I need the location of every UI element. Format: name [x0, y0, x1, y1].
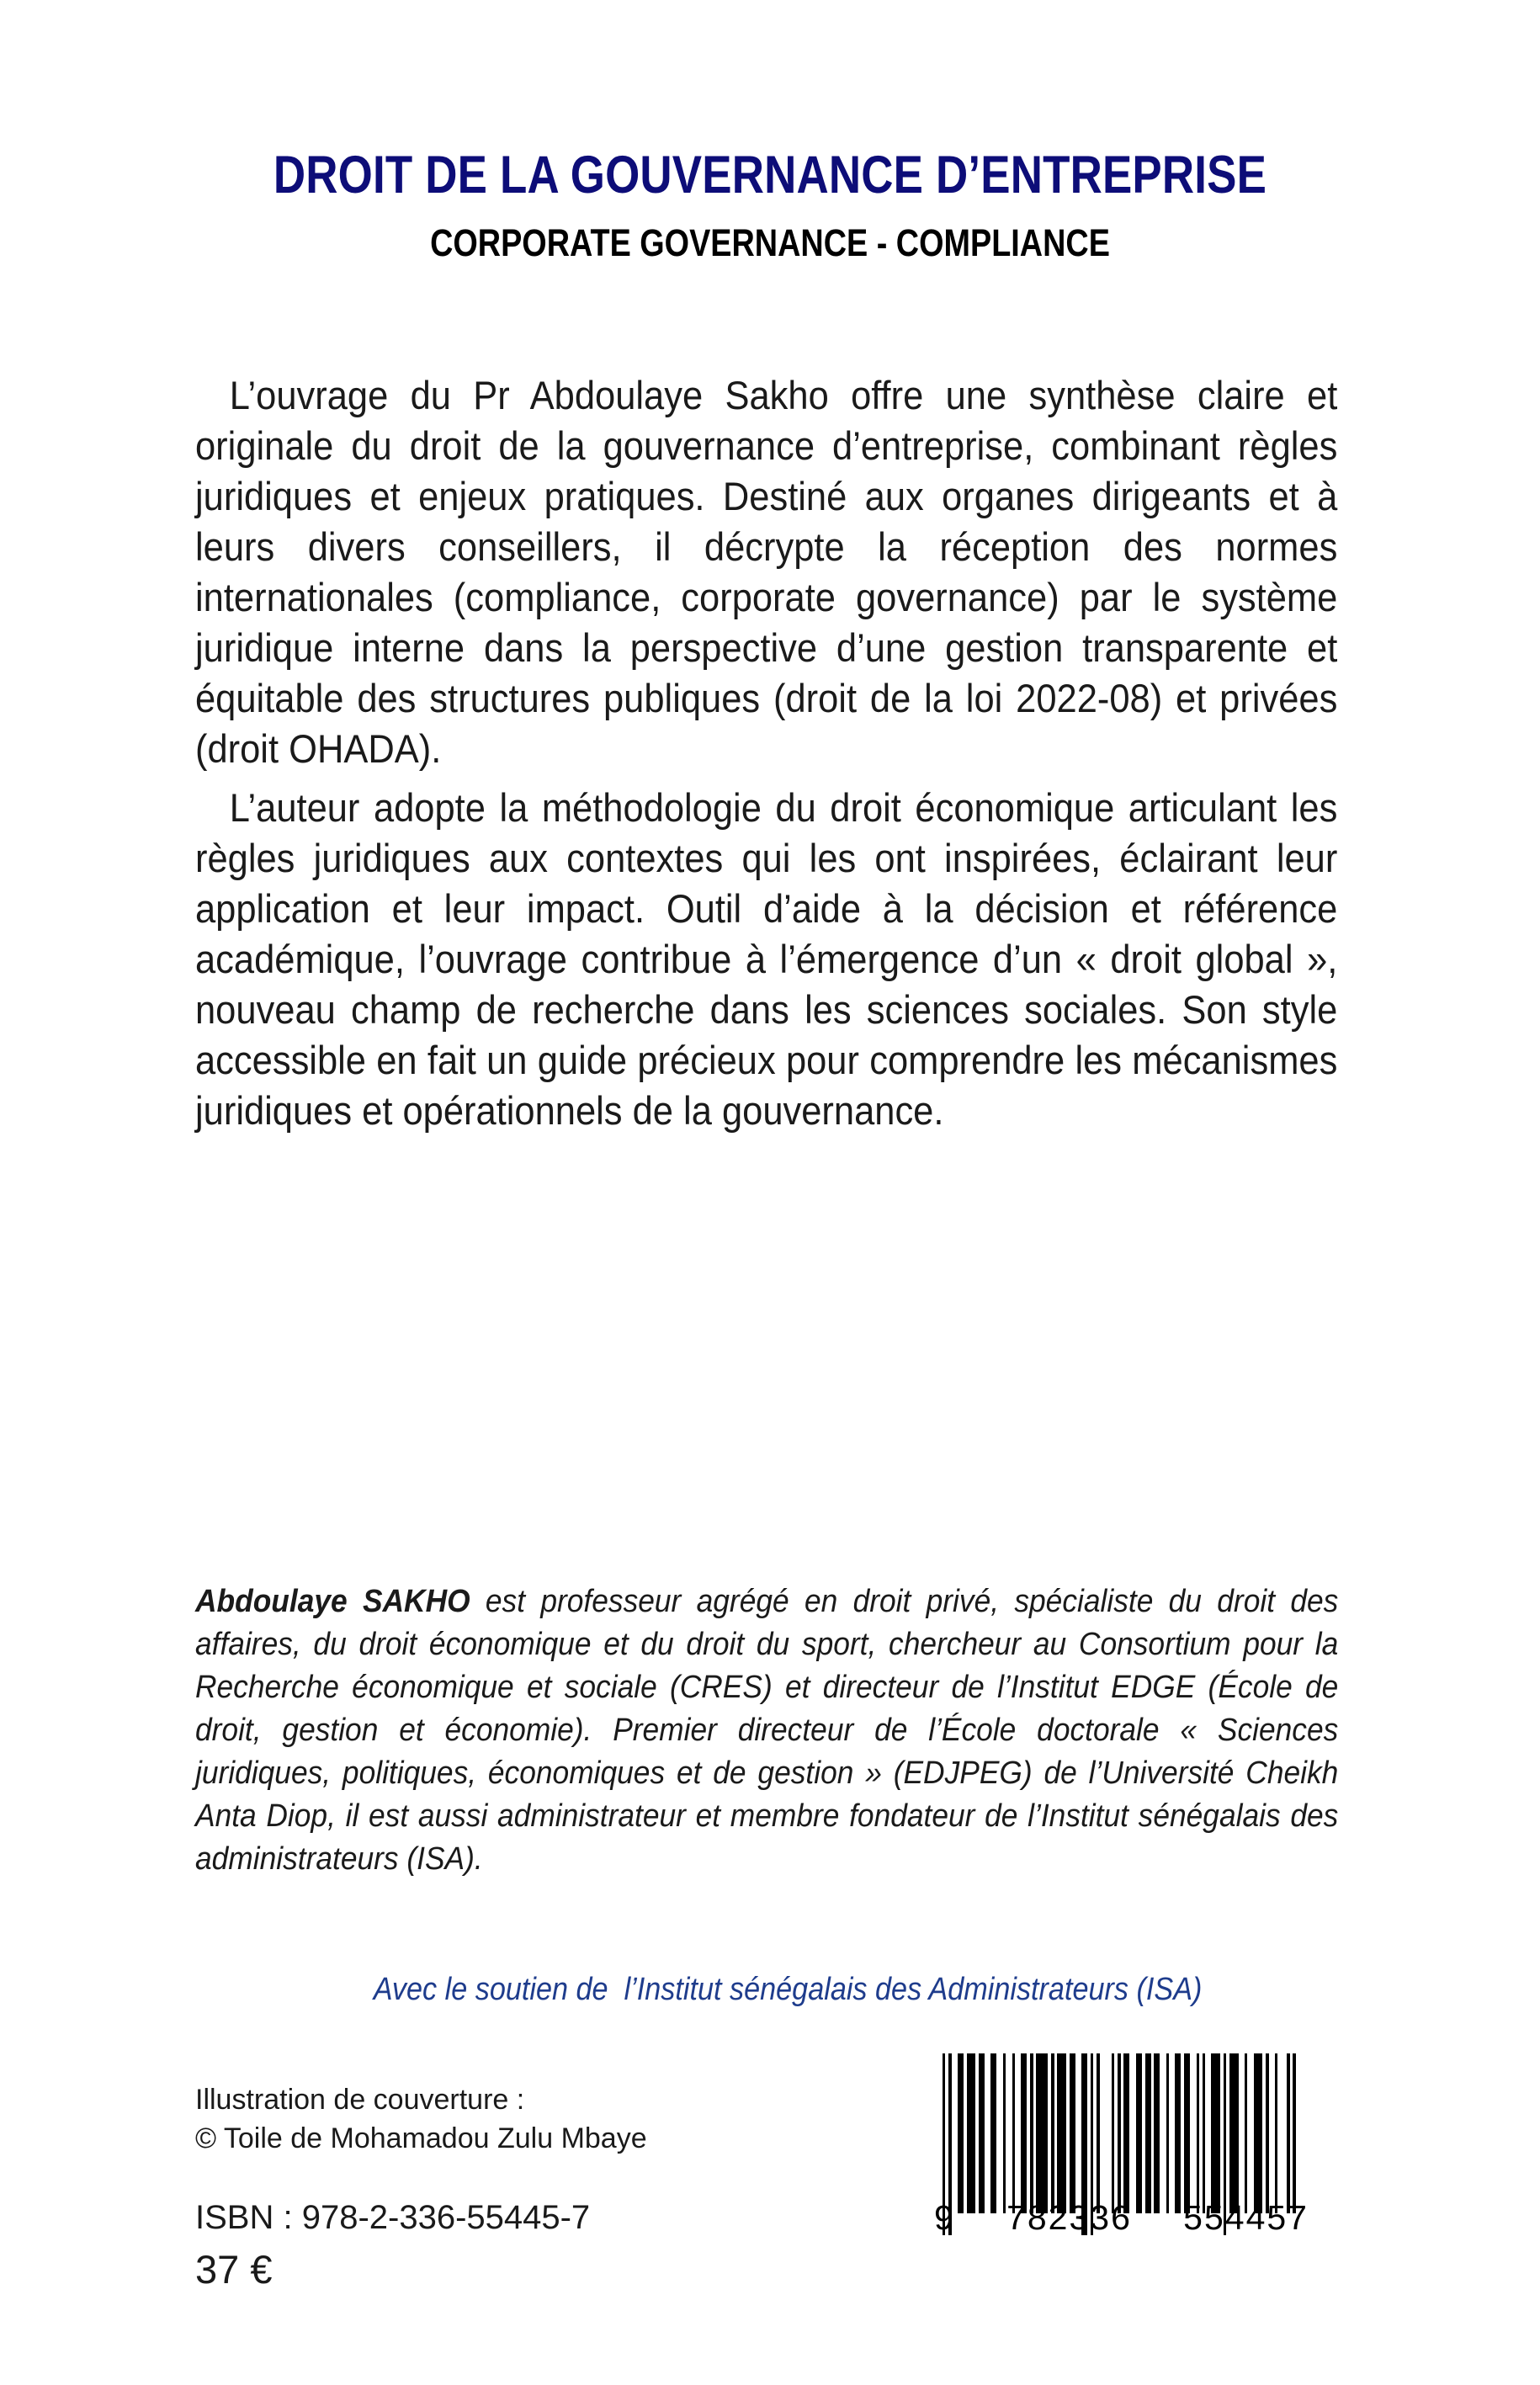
barcode-bars	[943, 2053, 1296, 2213]
barcode-digit-group-2: 782336	[1006, 2198, 1132, 2237]
cover-credit	[195, 2080, 868, 2158]
isbn-text: ISBN : 978-2-336-55445-7	[195, 2199, 591, 2236]
barcode-digit-group-3: 554457	[1183, 2198, 1309, 2237]
author-name: Abdoulaye SAKHO	[195, 1584, 470, 1619]
page-subtitle: CORPORATE GOVERNANCE - COMPLIANCE	[430, 221, 1110, 265]
author-bio-paragraph	[195, 1580, 1338, 1881]
author-bio-section	[195, 1580, 1344, 1881]
barcode-digit-group-1: 9	[934, 2198, 955, 2237]
colophon-block	[195, 2080, 868, 2294]
author-bio-text: est professeur agrégé en droit privé, spécialiste du droit des affaires, du droit économique et du droit du sport, chercheur au Consortium pour la Recherche économique et sociale (CRES) et directeur de l’Institut EDGE (École de droit, gestion et économie). Premier directeur de l’École doctorale « Sciences juridiques, politiques, économiques et de gestion » (EDJPEG) de l’Université Cheikh Anta Diop, il est aussi administrateur et membre fondateur de l’Institut sénégalais des administrateurs (ISA).	[195, 1584, 1339, 1877]
cover-credit-artist: © Toile de Mohamadou Zulu Mbaye	[195, 2122, 647, 2154]
support-statement-text: Avec le soutien de l’Institut sénégalais des Administrateurs (ISA)	[373, 1972, 1203, 2007]
support-statement	[0, 1936, 1540, 2044]
title-block	[0, 147, 1540, 263]
barcode	[943, 2053, 1296, 2213]
blurb-paragraph-2: L’auteur adopte la méthodologie du droit économique articulant les règles juridiques aux contextes qui les ont inspirées, éclairant leur application et leur impact. Outil d’aide à la décision et référence académique, l’ouvrage contribue à l’émergence d’un « droit global », nouveau champ de recherche dans les sciences sociales. Son style accessible en fait un guide précieux pour comprendre les mécanismes juridiques et opérationnels de la gouvernance.	[195, 785, 1338, 1133]
blurb-section	[195, 370, 1344, 1136]
cover-credit-label: Illustration de couverture :	[195, 2084, 525, 2116]
barcode-digits	[934, 2198, 1309, 2238]
blurb-paragraph-1: L’ouvrage du Pr Abdoulaye Sakho offre une synthèse claire et originale du droit de la gouvernance d’entreprise, combinant règles juridiques et enjeux pratiques. Destiné aux organes dirigeants et à leurs divers conseillers, il décrypte la réception des normes internationales (compliance, corporate governance) par le système juridique interne dans la perspective d’une gestion transparente et équitable des structures publiques (droit de la loi 2022-08) et privées (droit OHADA).	[195, 373, 1338, 771]
page-title: DROIT DE LA GOUVERNANCE D’ENTREPRISE	[273, 146, 1267, 205]
price-text: 37 €	[195, 2247, 273, 2292]
